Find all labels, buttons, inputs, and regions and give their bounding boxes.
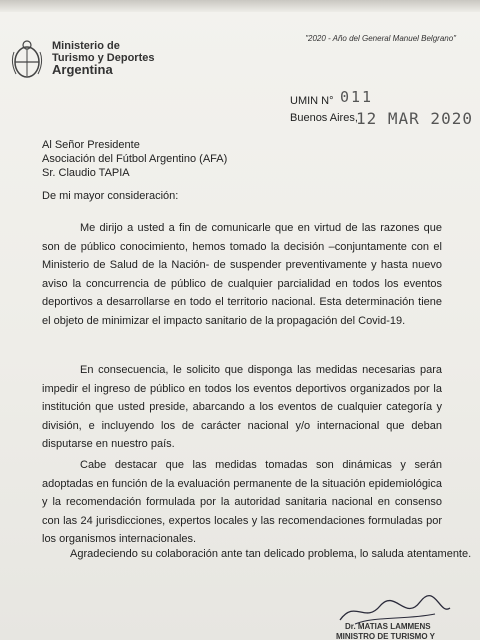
date-stamp: 12 MAR 2020 [356, 109, 473, 128]
paragraph-2 [42, 361, 442, 454]
year-motto: "2020 - Año del General Manuel Belgrano" [305, 34, 456, 43]
closing-line: Agradeciendo su colaboración ante tan delicado problema, lo saluda atentamente. [70, 548, 472, 560]
paragraph-3-text: Cabe destacar que las medidas tomadas son dinámicas y serán adoptadas en función de la evaluación permanente de la situación epidemiológica y la recomendación formulada por la autoridad sanitaria nacional en consenso con las 24 jurisdicciones, expertos locales y las recomendaciones formuladas por los organismos internacionales. [42, 459, 442, 545]
addressee-line-3: Sr. Claudio TAPIA [42, 167, 130, 179]
paragraph-3 [42, 456, 442, 549]
city-label: Buenos Aires, [290, 112, 358, 124]
ministry-line-1: Ministerio de [52, 40, 120, 52]
umin-label: UMIN N° [290, 95, 334, 107]
umin-number-stamp: 011 [340, 88, 374, 106]
paragraph-1-text: Me dirijo a usted a fin de comunicarle que en virtud de las razones que son de público conocimiento, hemos tomado la decisión –conjuntamente con el Ministerio de Salud de la Nación- de suspender preventivamente y hasta nuevo aviso la concurrencia de público de cualquier parcialidad en todos los eventos deportivos a desarrollarse en todo el territorio nacional. Esta determinación tiene el objeto de minimizar el impacto sanitario de la propagación del Covid-19. [42, 222, 442, 327]
ministry-line-3: Argentina [52, 62, 113, 77]
paragraph-2-text: En consecuencia, le solicito que disponga las medidas necesarias para impedir el ingreso de público en todos los eventos deportivos organizados por la institución que usted preside, abarcando a los eventos de cualquier categoría y división, e incluyendo los de carácter nacional y/o internacional que deban disputarse en nuestro país. [42, 364, 442, 450]
signatory-role: MINISTRO DE TURISMO Y [336, 632, 435, 640]
signatory-name: Dr. MATIAS LAMMENS [345, 622, 431, 631]
argentina-seal-icon [10, 38, 44, 82]
ministry-line-2: Turismo y Deportes [52, 52, 155, 64]
paragraph-1 [42, 219, 442, 330]
addressee-line-2: Asociación del Fútbol Argentino (AFA) [42, 153, 228, 165]
photo-shadow [0, 0, 480, 12]
ministry-logo-text [52, 40, 155, 76]
greeting: De mi mayor consideración: [42, 190, 179, 202]
addressee-line-1: Al Señor Presidente [42, 139, 140, 151]
